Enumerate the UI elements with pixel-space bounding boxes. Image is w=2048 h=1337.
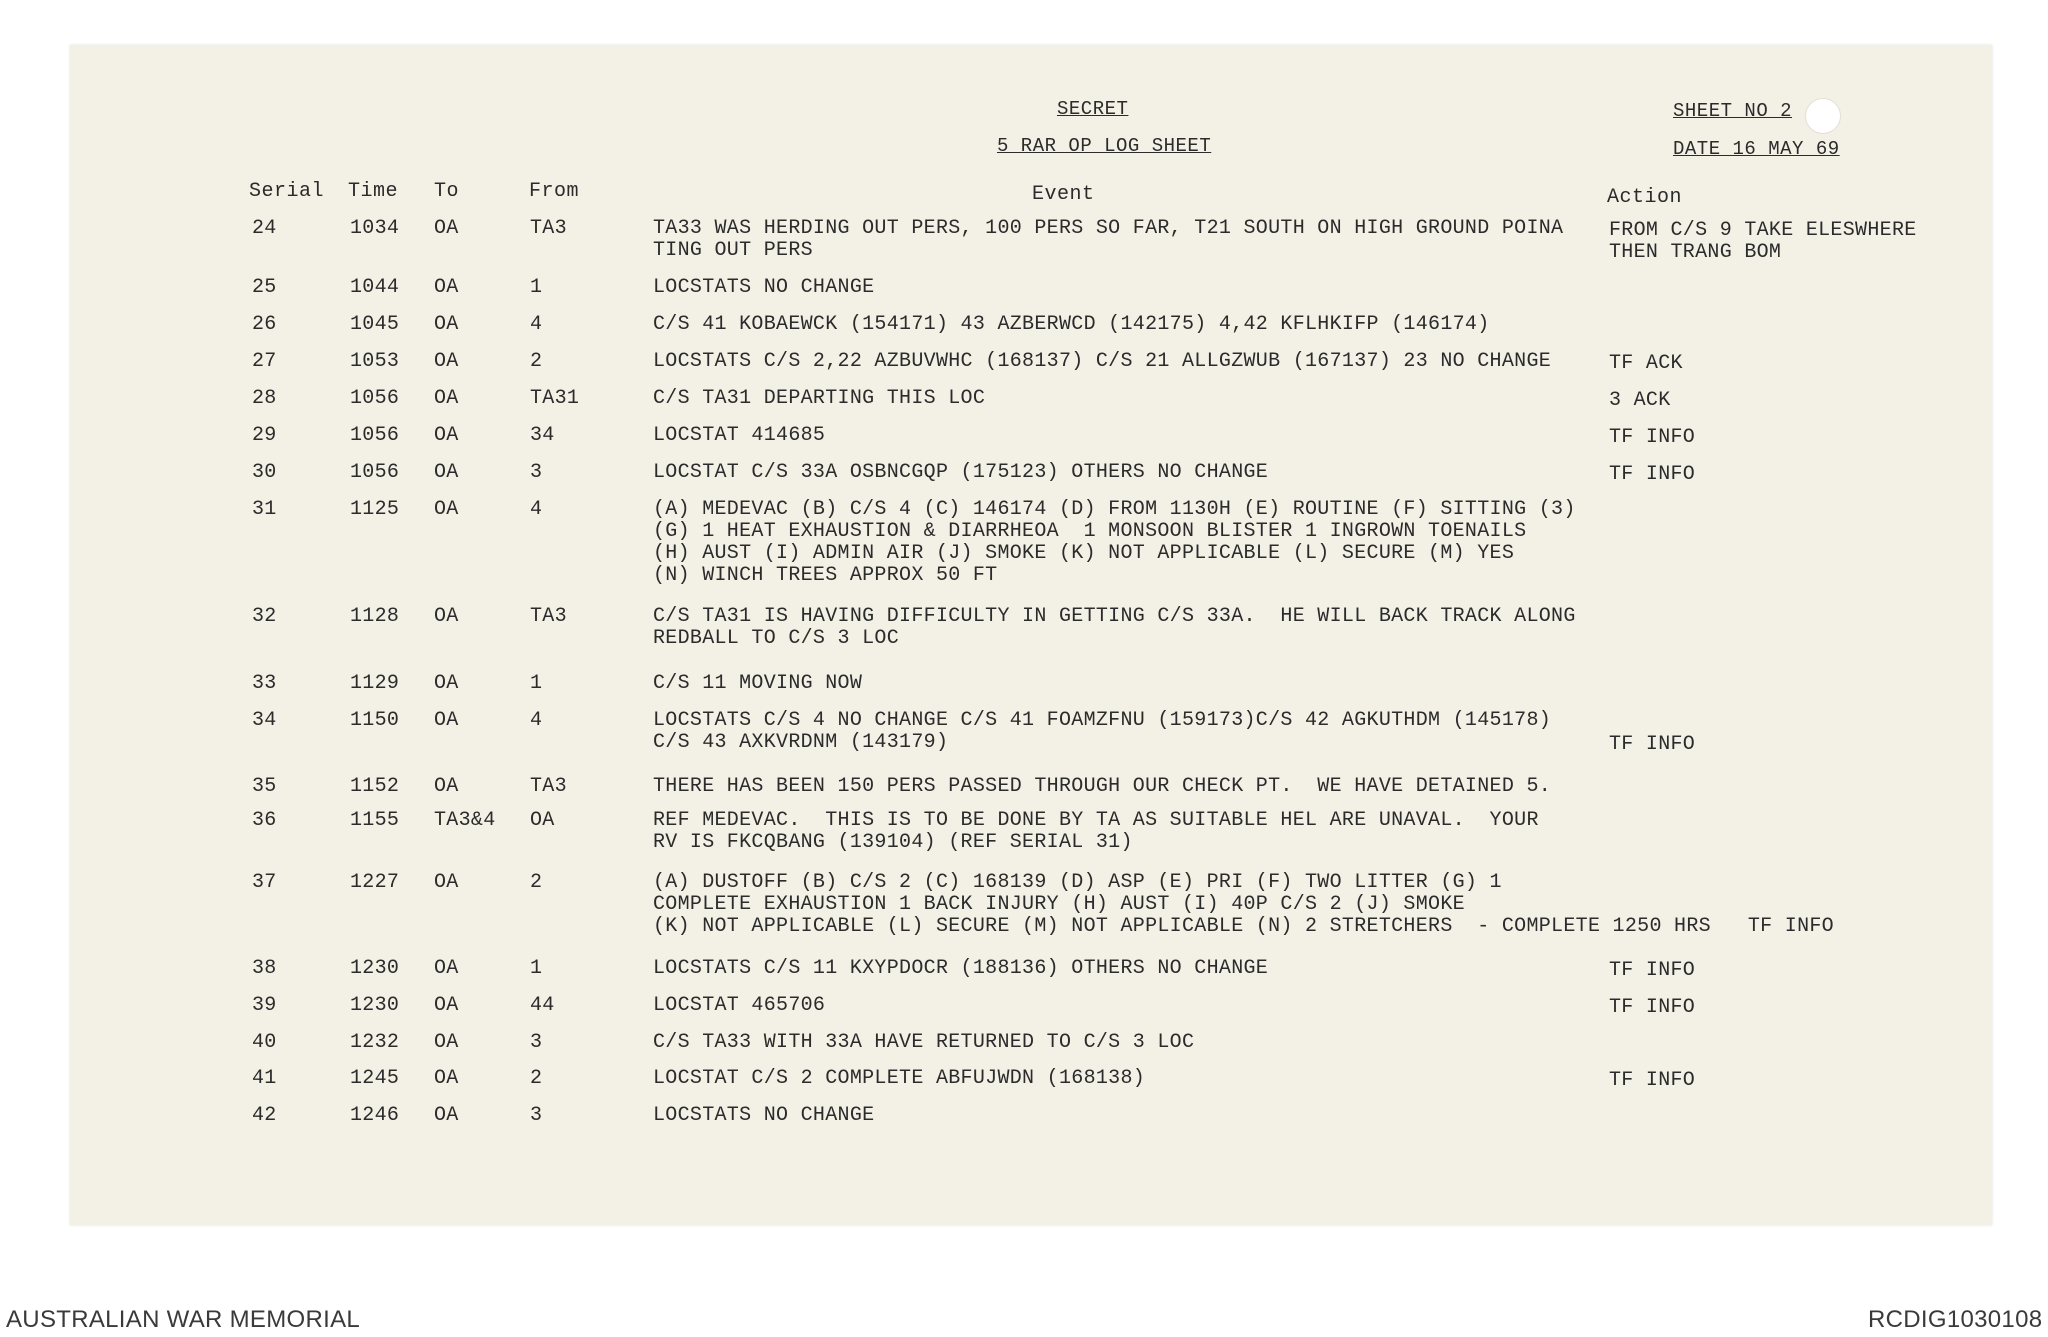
row-to: OA	[434, 461, 459, 484]
row-event	[653, 499, 1576, 587]
event-line: (N) WINCH TREES APPROX 50 FT	[653, 564, 998, 587]
row-to: OA	[434, 387, 459, 410]
event-line: LOCSTATS C/S 4 NO CHANGE C/S 41 FOAMZFNU (159173)C/S 42 AGKUTHDM (145178)	[653, 709, 1552, 732]
row-serial: 27	[252, 350, 277, 373]
row-time: 1128	[350, 605, 400, 628]
row-to: OA	[434, 217, 459, 240]
event-line: LOCSTAT C/S 2 COMPLETE ABFUJWDN (168138)	[653, 1067, 1146, 1090]
row-time: 1044	[350, 276, 400, 299]
footer-source: AUSTRALIAN WAR MEMORIAL	[6, 1306, 361, 1333]
event-line: LOCSTAT 465706	[653, 994, 826, 1017]
row-serial: 26	[252, 313, 277, 336]
row-event	[653, 388, 985, 410]
row-serial: 31	[252, 498, 277, 521]
row-time: 1034	[350, 217, 400, 240]
row-to: OA	[434, 871, 459, 894]
row-action	[1609, 960, 1695, 982]
action-line: TF ACK	[1609, 352, 1683, 375]
row-from: OA	[530, 809, 555, 832]
row-to: OA	[434, 1067, 459, 1090]
row-time: 1150	[350, 709, 400, 732]
row-action	[1609, 353, 1683, 375]
row-time: 1056	[350, 461, 400, 484]
row-serial: 39	[252, 994, 277, 1017]
row-action	[1609, 220, 1917, 264]
event-line: (H) AUST (I) ADMIN AIR (J) SMOKE (K) NOT APPLICABLE (L) SECURE (M) YES	[653, 542, 1515, 565]
row-time: 1227	[350, 871, 400, 894]
event-line: C/S 43 AXKVRDNM (143179)	[653, 731, 949, 754]
row-action	[1609, 390, 1671, 412]
event-line: (A) MEDEVAC (B) C/S 4 (C) 146174 (D) FROM 1130H (E) ROUTINE (F) SITTING (3)	[653, 498, 1576, 521]
row-to: OA	[434, 775, 459, 798]
row-time: 1056	[350, 424, 400, 447]
action-line: TF INFO	[1609, 1069, 1696, 1092]
event-line: C/S TA31 DEPARTING THIS LOC	[653, 387, 986, 410]
row-serial: 42	[252, 1104, 277, 1127]
row-time: 1245	[350, 1067, 400, 1090]
row-event	[653, 1032, 1194, 1054]
row-time: 1230	[350, 957, 400, 980]
row-from: 3	[530, 1031, 543, 1054]
footer-reference: RCDIG1030108	[1868, 1306, 2043, 1333]
col-header-action: Action	[1607, 186, 1683, 209]
row-time: 1053	[350, 350, 400, 373]
row-event	[653, 710, 1551, 754]
event-line: LOCSTATS NO CHANGE	[653, 1104, 875, 1127]
row-from: TA3	[530, 605, 567, 628]
event-line: LOCSTAT 414685	[653, 424, 826, 447]
row-serial: 34	[252, 709, 277, 732]
action-line: TF INFO	[1609, 426, 1696, 449]
row-from: 4	[530, 498, 543, 521]
row-time: 1129	[350, 672, 400, 695]
event-line: REDBALL TO C/S 3 LOC	[653, 627, 900, 650]
row-to: TA3&4	[434, 809, 496, 832]
action-line: FROM C/S 9 TAKE ELESWHERE	[1609, 219, 1917, 242]
row-action	[1609, 1070, 1695, 1092]
row-time: 1232	[350, 1031, 400, 1054]
row-from: 2	[530, 350, 543, 373]
action-line	[1609, 712, 1695, 734]
sheet-date: DATE 16 MAY 69	[1673, 138, 1840, 160]
row-to: OA	[434, 350, 459, 373]
row-serial: 41	[252, 1067, 277, 1090]
row-serial: 35	[252, 775, 277, 798]
event-line: C/S 11 MOVING NOW	[653, 672, 863, 695]
row-event	[653, 872, 1834, 938]
row-action	[1609, 464, 1695, 486]
row-serial: 30	[252, 461, 277, 484]
row-serial: 37	[252, 871, 277, 894]
row-time: 1155	[350, 809, 400, 832]
action-line: THEN TRANG BOM	[1609, 241, 1782, 264]
row-to: OA	[434, 605, 459, 628]
row-event	[653, 277, 874, 299]
row-to: OA	[434, 1104, 459, 1127]
row-event	[653, 776, 1551, 798]
row-from: 1	[530, 276, 543, 299]
row-from: 34	[530, 424, 555, 447]
action-line: TF INFO	[1609, 463, 1696, 486]
row-event	[653, 1068, 1145, 1090]
row-time: 1230	[350, 994, 400, 1017]
row-time: 1056	[350, 387, 400, 410]
classification-label: SECRET	[1057, 98, 1129, 120]
row-from: TA31	[530, 387, 580, 410]
row-to: OA	[434, 1031, 459, 1054]
row-event	[653, 1105, 874, 1127]
action-line: TF INFO	[1609, 996, 1696, 1019]
row-from: TA3	[530, 217, 567, 240]
event-line: (K) NOT APPLICABLE (L) SECURE (M) NOT APPLICABLE (N) 2 STRETCHERS - COMPLETE 1250 HRS TF INFO	[653, 915, 1834, 938]
row-serial: 28	[252, 387, 277, 410]
col-header-time: Time	[348, 180, 399, 203]
row-from: 3	[530, 1104, 543, 1127]
event-line: TA33 WAS HERDING OUT PERS, 100 PERS SO FAR, T21 SOUTH ON HIGH GROUND POINA	[653, 217, 1564, 240]
action-line: TF INFO	[1609, 959, 1696, 982]
row-serial: 29	[252, 424, 277, 447]
row-from: 4	[530, 709, 543, 732]
row-event	[653, 351, 1551, 373]
event-line: THERE HAS BEEN 150 PERS PASSED THROUGH OUR CHECK PT. WE HAVE DETAINED 5.	[653, 775, 1552, 798]
row-from: 2	[530, 871, 543, 894]
row-time: 1125	[350, 498, 400, 521]
row-action	[1609, 427, 1695, 449]
event-line: TING OUT PERS	[653, 239, 813, 262]
row-serial: 32	[252, 605, 277, 628]
row-time: 1246	[350, 1104, 400, 1127]
event-line: C/S 41 KOBAEWCK (154171) 43 AZBERWCD (142175) 4,42 KFLHKIFP (146174)	[653, 313, 1490, 336]
event-line: (A) DUSTOFF (B) C/S 2 (C) 168139 (D) ASP (E) PRI (F) TWO LITTER (G) 1	[653, 871, 1502, 894]
row-event	[653, 425, 825, 447]
sheet-title: 5 RAR OP LOG SHEET	[997, 135, 1212, 157]
event-line: LOCSTAT C/S 33A OSBNCGQP (175123) OTHERS NO CHANGE	[653, 461, 1269, 484]
row-event	[653, 314, 1490, 336]
row-from: 1	[530, 672, 543, 695]
row-serial: 40	[252, 1031, 277, 1054]
event-line: LOCSTATS C/S 11 KXYPDOCR (188136) OTHERS NO CHANGE	[653, 957, 1269, 980]
event-line: LOCSTATS NO CHANGE	[653, 276, 875, 299]
row-event	[653, 673, 862, 695]
row-event	[653, 810, 1539, 854]
event-line: RV IS FKCQBANG (139104) (REF SERIAL 31)	[653, 831, 1133, 854]
col-header-event: Event	[1032, 183, 1095, 206]
row-event	[653, 606, 1576, 650]
row-event	[653, 995, 825, 1017]
col-header-serial: Serial	[249, 180, 325, 203]
row-serial: 25	[252, 276, 277, 299]
row-serial: 36	[252, 809, 277, 832]
action-line: TF INFO	[1609, 733, 1696, 756]
row-event	[653, 218, 1563, 262]
row-to: OA	[434, 276, 459, 299]
row-action	[1609, 997, 1695, 1019]
row-action	[1609, 712, 1695, 756]
row-from: 4	[530, 313, 543, 336]
row-time: 1152	[350, 775, 400, 798]
row-to: OA	[434, 672, 459, 695]
event-line: COMPLETE EXHAUSTION 1 BACK INJURY (H) AUST (I) 40P C/S 2 (J) SMOKE	[653, 893, 1465, 916]
sheet-number: SHEET NO 2	[1673, 100, 1793, 122]
event-line: LOCSTATS C/S 2,22 AZBUVWHC (168137) C/S 21 ALLGZWUB (167137) 23 NO CHANGE	[653, 350, 1552, 373]
event-line: (G) 1 HEAT EXHAUSTION & DIARRHEOA 1 MONSOON BLISTER 1 INGROWN TOENAILS	[653, 520, 1527, 543]
row-to: OA	[434, 994, 459, 1017]
col-header-to: To	[434, 180, 460, 203]
row-from: TA3	[530, 775, 567, 798]
row-time: 1045	[350, 313, 400, 336]
row-to: OA	[434, 313, 459, 336]
event-line: C/S TA33 WITH 33A HAVE RETURNED TO C/S 3 LOC	[653, 1031, 1195, 1054]
row-to: OA	[434, 709, 459, 732]
row-to: OA	[434, 957, 459, 980]
row-from: 1	[530, 957, 543, 980]
row-from: 3	[530, 461, 543, 484]
row-serial: 38	[252, 957, 277, 980]
row-serial: 33	[252, 672, 277, 695]
event-line: REF MEDEVAC. THIS IS TO BE DONE BY TA AS SUITABLE HEL ARE UNAVAL. YOUR	[653, 809, 1539, 832]
row-serial: 24	[252, 217, 277, 240]
action-line: 3 ACK	[1609, 389, 1671, 412]
row-from: 2	[530, 1067, 543, 1090]
row-to: OA	[434, 498, 459, 521]
punch-hole	[1805, 98, 1841, 134]
event-line: C/S TA31 IS HAVING DIFFICULTY IN GETTING C/S 33A. HE WILL BACK TRACK ALONG	[653, 605, 1576, 628]
row-to: OA	[434, 424, 459, 447]
row-event	[653, 958, 1268, 980]
row-event	[653, 462, 1268, 484]
row-from: 44	[530, 994, 555, 1017]
col-header-from: From	[529, 180, 580, 203]
